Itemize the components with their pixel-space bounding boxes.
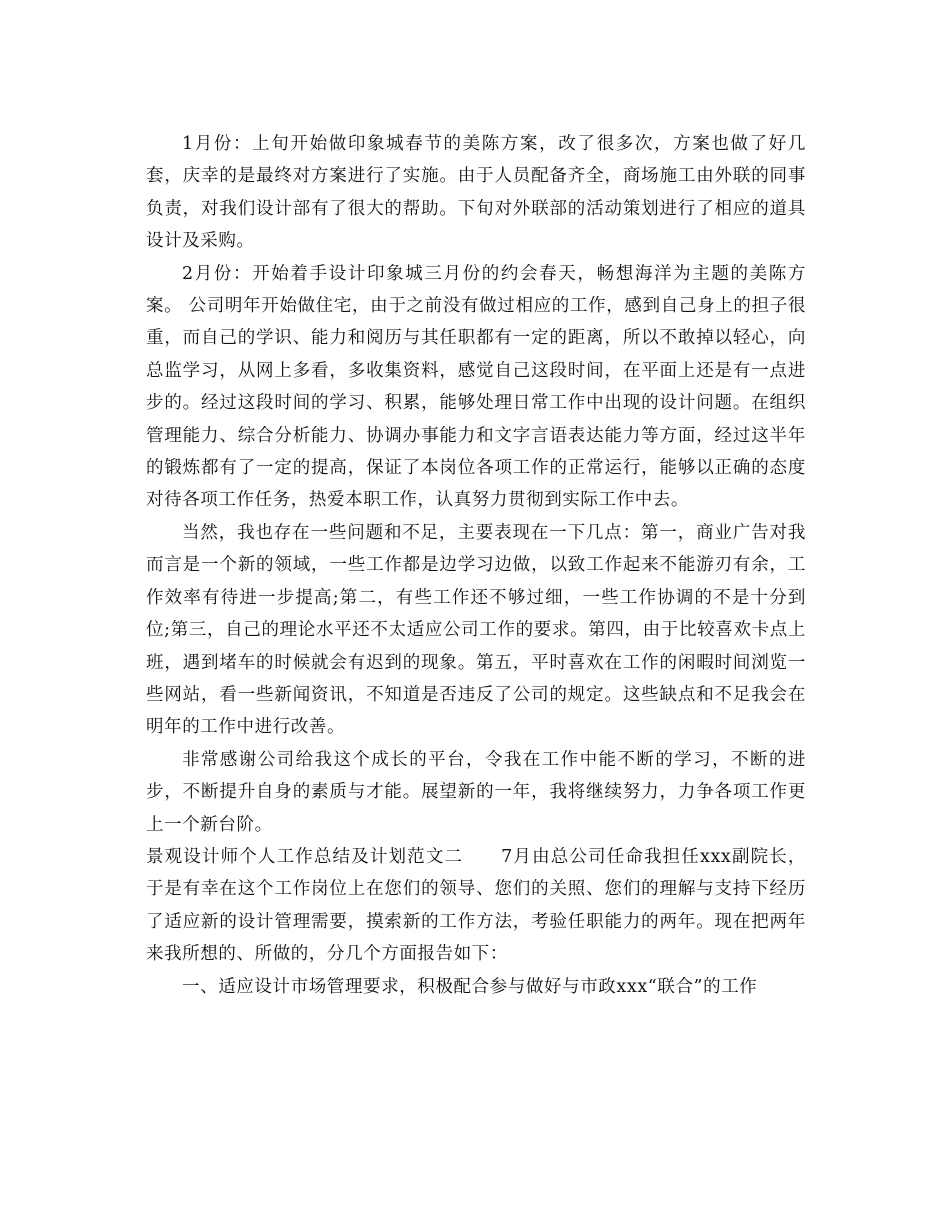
section-title: 景观设计师个人工作总结及计划范文二 (146, 846, 464, 867)
section-two-intro (146, 841, 806, 971)
paragraph-shortcomings: 当然，我也存在一些问题和不足，主要表现在一下几点：第一，商业广告对我而言是一个新的领域，一些工作都是边学习边做，以致工作起来不能游刃有余，工作效率有待进一步提高;第二，有些工作还不够过细，一些工作协调的不是十分到位;第三，自己的理论水平还不太适应公司工作的要求。第四，由于比较喜欢卡点上班，遇到堵车的时候就会有迟到的现象。第五，平时喜欢在工作的闲暇时间浏览一些网站，看一些新闻资讯，不知道是否违反了公司的规定。这些缺点和不足我会在明年的工作中进行改善。 (146, 522, 806, 738)
section-body: 7月由总公司任命我担任xxx副院长，于是有幸在这个工作岗位上在您们的领导、您们的关照、您们的理解与支持下经历了适应新的设计管理需要，摸索新的工作方法，考验任职能力的两年。现在把两年来我所想的、所做的，分几个方面报告如下： (146, 846, 807, 965)
paragraph-thanks: 非常感谢公司给我这个成长的平台，令我在工作中能不断的学习，不断的进步，不断提升自身的素质与才能。展望新的一年，我将继续努力，力争各项工作更上一个新台阶。 (146, 749, 806, 835)
document-body (146, 128, 806, 1003)
paragraph-january: 1月份：上旬开始做印象城春节的美陈方案，改了很多次，方案也做了好几套，庆幸的是最终对方案进行了实施。由于人员配备齐全，商场施工由外联的同事负责，对我们设计部有了很大的帮助。下旬对外联部的活动策划进行了相应的道具设计及采购。 (146, 134, 806, 252)
paragraph-february: 2月份：开始着手设计印象城三月份的约会春天，畅想海洋为主题的美陈方案。 公司明年开始做住宅，由于之前没有做过相应的工作，感到自己身上的担子很重，而自己的学识、能力和阅历与其任职都有一定的距离，所以不敢掉以轻心，向总监学习，从网上多看，多收集资料，感觉自己这段时间，在平面上还是有一点进步的。经过这段时间的学习、积累，能够处理日常工作中出现的设计问题。在组织管理能力、综合分析能力、协调办事能力和文字言语表达能力等方面，经过这半年的锻炼都有了一定的提高，保证了本岗位各项工作的正常运行，能够以正确的态度对待各项工作任务，热爱本职工作，认真努力贯彻到实际工作中去。 (146, 263, 806, 511)
paragraph-section-one: 一、适应设计市场管理要求，积极配合参与做好与市政xxx“联合”的工作 (182, 976, 758, 997)
